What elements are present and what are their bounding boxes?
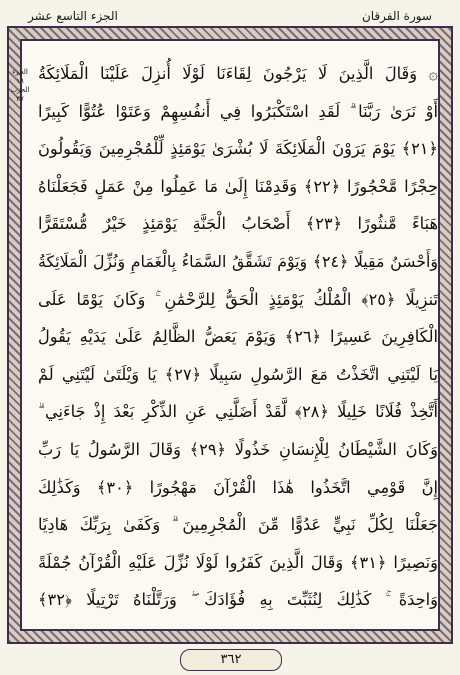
line-5: هَبَاءً مَّنثُورًا ﴿٢٣﴾ أَصْحَابُ الْجَنَّةِ يَوْمَئِذٍ خَيْرٌ مُّسْتَقَرًّا (38, 214, 438, 234)
text-line (38, 393, 438, 431)
text-line (38, 205, 438, 243)
page-number: ٣٦٢ (180, 649, 282, 671)
hizb-margin-note (9, 68, 31, 104)
line-1: ۞ وَقَالَ الَّذِينَ لَا يَرْجُونَ لِقَاءَنَا لَوْلَا أُنزِلَ عَلَيْنَا الْمَلَائِكَةُ (38, 64, 438, 83)
line-9: يَا لَيْتَنِي اتَّخَذْتُ مَعَ الرَّسُولِ سَبِيلًا ﴿٢٧﴾ يَا وَيْلَتَىٰ لَيْتَنِي لَمْ (38, 364, 438, 384)
juz-number-note: الجزء ١٩ (12, 68, 28, 85)
line-3: ﴿٢١﴾ يَوْمَ يَرَوْنَ الْمَلَائِكَةَ لَا بُشْرَىٰ يَوْمَئِذٍ لِّلْمُجْرِمِينَ وَيَقُولُونَ (38, 139, 438, 159)
juz-title: الجزء التاسع عشر (28, 9, 118, 23)
text-line (38, 431, 438, 469)
text-line (38, 55, 438, 93)
line-2: أَوْ نَرَىٰ رَبَّنَا ۗ لَقَدِ اسْتَكْبَرُوا فِي أَنفُسِهِمْ وَعَتَوْا عُتُوًّا كَبِيرًا (38, 101, 438, 121)
line-6: وَأَحْسَنُ مَقِيلًا ﴿٢٤﴾ وَيَوْمَ تَشَقَّقُ السَّمَاءُ بِالْغَمَامِ وَنُزِّلَ الْمَلَائِكَةُ (38, 251, 438, 271)
line-15: وَاحِدَةً ۚ كَذَٰلِكَ لِنُثَبِّتَ بِهِ فُؤَادَكَ ۖ وَرَتَّلْنَاهُ تَرْتِيلًا ﴿٣٢﴾ (38, 590, 438, 610)
text-line (38, 469, 438, 507)
text-line (38, 318, 438, 356)
text-line (38, 243, 438, 281)
line-12: إِنَّ قَوْمِي اتَّخَذُوا هَٰذَا الْقُرْآنَ مَهْجُورًا ﴿٣٠﴾ وَكَذَٰلِكَ (38, 477, 438, 497)
line-8: الْكَافِرِينَ عَسِيرًا ﴿٢٦﴾ وَيَوْمَ يَعَضُّ الظَّالِمُ عَلَىٰ يَدَيْهِ يَقُولُ (38, 327, 438, 347)
text-line (38, 93, 438, 131)
line-7: تَنزِيلًا ﴿٢٥﴾ الْمُلْكُ يَوْمَئِذٍ الْحَقُّ لِلرَّحْمَٰنِ ۚ وَكَانَ يَوْمًا عَلَى (38, 289, 438, 309)
surah-title: سورة الفرقان (361, 9, 432, 23)
text-line (38, 506, 438, 544)
text-line (38, 581, 438, 619)
hizb-number-note: الحزب ٣٧ (10, 86, 30, 103)
text-line (38, 544, 438, 582)
line-10: أَتَّخِذْ فُلَانًا خَلِيلًا ﴿٢٨﴾ لَّقَدْ أَضَلَّنِي عَنِ الذِّكْرِ بَعْدَ إِذْ جَاءَنِي ۗ (38, 402, 438, 422)
text-line (38, 130, 438, 168)
text-line (38, 356, 438, 394)
text-line (38, 168, 438, 206)
line-14: وَنَصِيرًا ﴿٣١﴾ وَقَالَ الَّذِينَ كَفَرُوا لَوْلَا نُزِّلَ عَلَيْهِ الْقُرْآنُ جُمْلَةً (38, 552, 438, 572)
line-11: وَكَانَ الشَّيْطَانُ لِلْإِنسَانِ خَذُولًا ﴿٢٩﴾ وَقَالَ الرَّسُولُ يَا رَبِّ (38, 439, 438, 459)
line-13: جَعَلْنَا لِكُلِّ نَبِيٍّ عَدُوًّا مِّنَ الْمُجْرِمِينَ ۗ وَكَفَىٰ بِرَبِّكَ هَادِيًا (38, 515, 438, 535)
line-4: حِجْرًا مَّحْجُورًا ﴿٢٢﴾ وَقَدِمْنَا إِلَىٰ مَا عَمِلُوا مِنْ عَمَلٍ فَجَعَلْنَاهُ (38, 176, 438, 196)
text-line (38, 281, 438, 319)
quran-text (38, 55, 438, 619)
text-area (20, 39, 440, 631)
page-header (22, 4, 438, 28)
ornamental-frame (7, 26, 453, 644)
